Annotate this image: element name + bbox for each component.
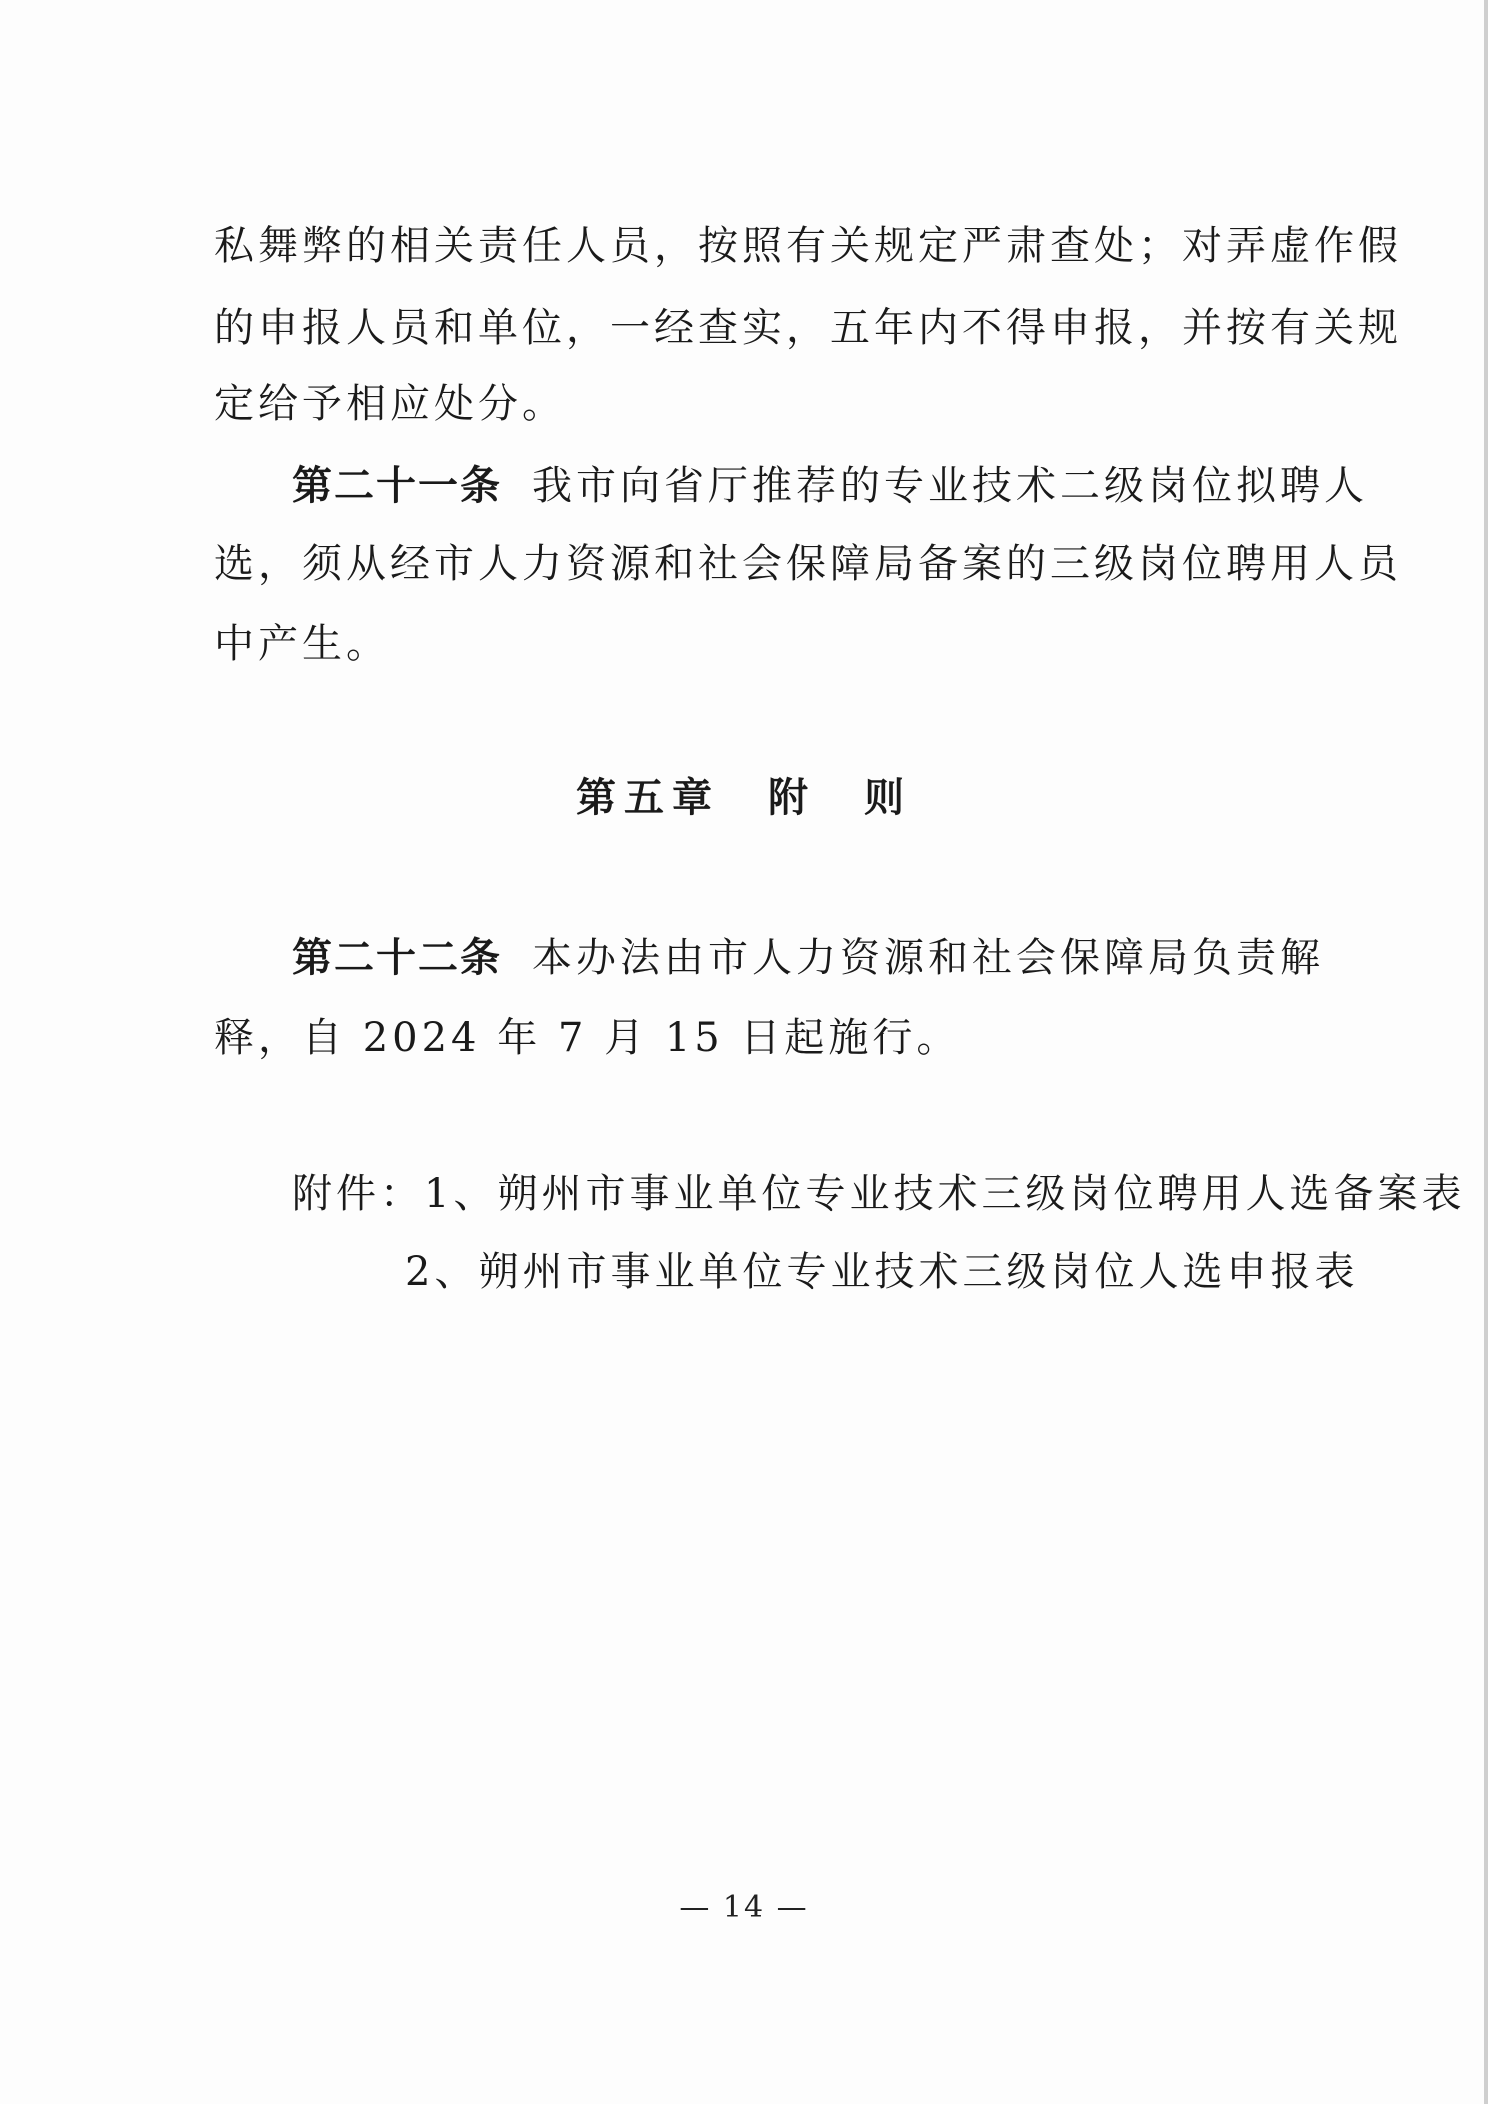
paragraph-line: 中产生。 bbox=[214, 621, 390, 667]
paragraph-line: 释，自 2024 年 7 月 15 日起施行。 bbox=[214, 1015, 961, 1061]
scan-edge bbox=[1484, 0, 1488, 2104]
article-21-line bbox=[292, 460, 1368, 512]
article-22-text: 本办法由市人力资源和社会保障局负责解 bbox=[532, 935, 1324, 981]
article-21-label: 第二十一条 bbox=[292, 463, 502, 509]
paragraph-line: 定给予相应处分。 bbox=[214, 381, 566, 427]
paragraph-line: 的申报人员和单位，一经查实，五年内不得申报，并按有关规 bbox=[214, 305, 1402, 351]
article-22-label: 第二十二条 bbox=[292, 935, 502, 981]
attachment-1: 附件：1、朔州市事业单位专业技术三级岗位聘用人选备案表 bbox=[292, 1171, 1466, 1217]
chapter-title: 第五章 附 则 bbox=[576, 775, 912, 821]
page-number: — 14 — bbox=[679, 1890, 809, 1925]
article-21-text: 我市向省厅推荐的专业技术二级岗位拟聘人 bbox=[532, 463, 1368, 509]
attachment-2: 2、朔州市事业单位专业技术三级岗位人选申报表 bbox=[405, 1249, 1359, 1295]
paragraph-line: 选，须从经市人力资源和社会保障局备案的三级岗位聘用人员 bbox=[214, 541, 1402, 587]
paragraph-line: 私舞弊的相关责任人员，按照有关规定严肃查处；对弄虚作假 bbox=[214, 223, 1402, 269]
article-22-line bbox=[292, 932, 1324, 984]
